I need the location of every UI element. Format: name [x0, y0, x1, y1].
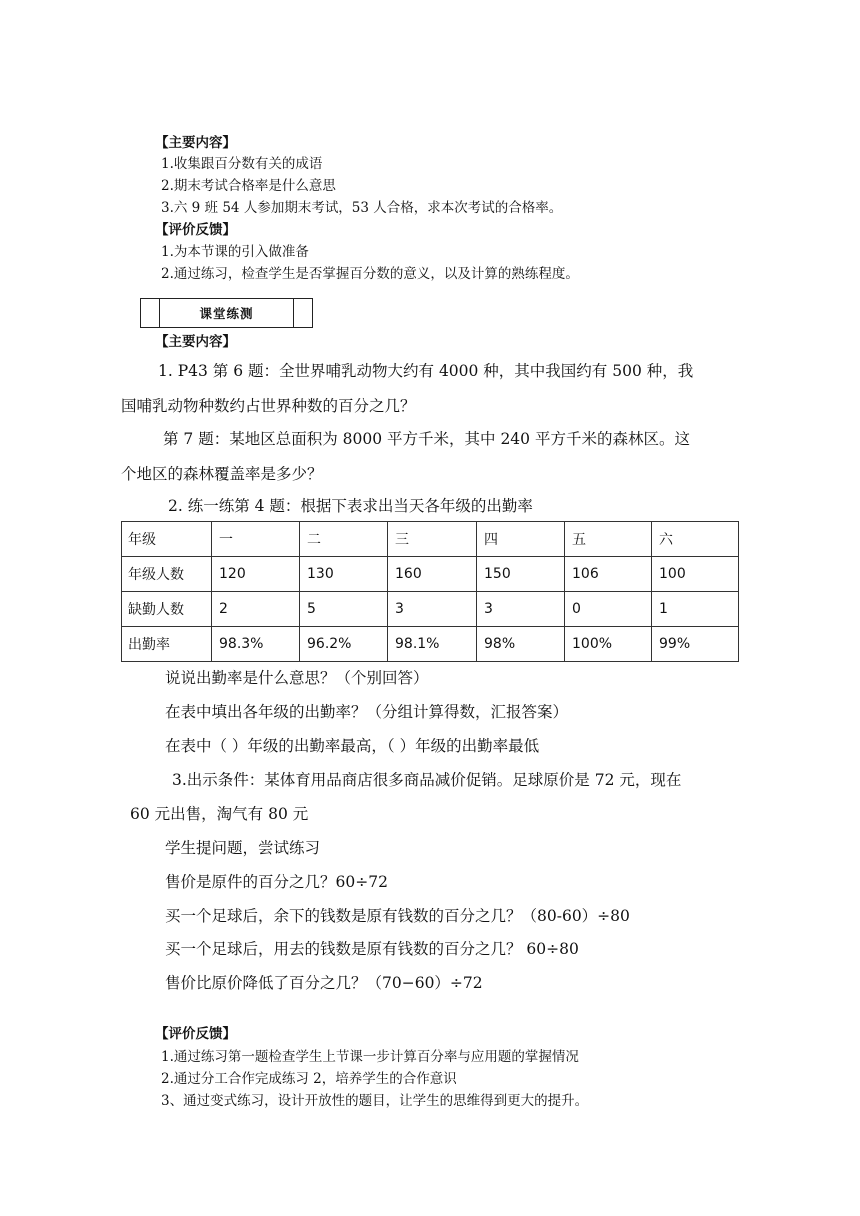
content-heading: 【主要内容】: [155, 135, 236, 151]
question-3-line-1: 3.出示条件：某体育用品商店很多商品减价促销。足球原价是 72 元，现在: [172, 771, 682, 789]
question-3-item: 买一个足球后，余下的钱数是原有钱数的百分之几？（80-60）÷80: [165, 907, 630, 925]
table-cell: 98.1%: [388, 627, 477, 662]
question-1b-line-1: 第 7 题：某地区总面积为 8000 平方千米，其中 240 平方千米的森林区。这: [163, 430, 690, 448]
attendance-table: [121, 521, 739, 662]
section-content-heading: 【主要内容】: [155, 334, 236, 350]
table-cell: 一: [212, 522, 300, 557]
question-3-line-2: 60 元出售，淘气有 80 元: [130, 805, 309, 823]
table-cell: 3: [388, 592, 477, 627]
table-cell: 六: [652, 522, 739, 557]
table-row: [122, 557, 739, 592]
table-cell: 150: [477, 557, 565, 592]
table-cell: 130: [300, 557, 388, 592]
question-2-item: 在表中（ ）年级的出勤率最高，（ ）年级的出勤率最低: [165, 737, 540, 755]
table-cell: 三: [388, 522, 477, 557]
feedback-item: 1.通过练习第一题检查学生上节课一步计算百分率与应用题的掌握情况: [161, 1049, 579, 1065]
feedback-heading: 【评价反馈】: [155, 222, 236, 238]
table-cell: 年级: [122, 522, 212, 557]
table-cell: 106: [565, 557, 652, 592]
feedback-heading: 【评价反馈】: [155, 1026, 236, 1042]
table-cell: 年级人数: [122, 557, 212, 592]
table-cell: 0: [565, 592, 652, 627]
table-cell: 二: [300, 522, 388, 557]
feedback-item: 2.通过分工合作完成练习 2，培养学生的合作意识: [161, 1071, 457, 1087]
table-row: [122, 592, 739, 627]
table-cell: 100: [652, 557, 739, 592]
content-item: 3.六 9 班 54 人参加期末考试，53 人合格，求本次考试的合格率。: [161, 200, 563, 216]
question-3-item: 买一个足球后，用去的钱数是原有钱数的百分之几？ 60÷80: [165, 940, 579, 958]
section-title: 课堂练测: [159, 299, 294, 327]
table-cell: 98.3%: [212, 627, 300, 662]
table-cell: 3: [477, 592, 565, 627]
question-3-item: 售价是原件的百分之几？60÷72: [165, 873, 388, 891]
table-cell: 5: [300, 592, 388, 627]
table-cell: 120: [212, 557, 300, 592]
table-cell: 2: [212, 592, 300, 627]
feedback-item: 3、通过变式练习，设计开放性的题目，让学生的思维得到更大的提升。: [161, 1093, 589, 1109]
question-3-item: 售价比原价降低了百分之几？（70−60）÷72: [165, 974, 483, 992]
feedback-item: 2.通过练习，检查学生是否掌握百分数的意义，以及计算的熟练程度。: [161, 266, 579, 282]
table-row: [122, 627, 739, 662]
question-2-item: 说说出勤率是什么意思？（个别回答）: [165, 669, 429, 687]
table-cell: 99%: [652, 627, 739, 662]
table-cell: 五: [565, 522, 652, 557]
feedback-item: 1.为本节课的引入做准备: [161, 244, 309, 260]
question-2-item: 在表中填出各年级的出勤率？（分组计算得数，汇报答案）: [165, 703, 569, 721]
table-cell: 四: [477, 522, 565, 557]
table-cell: 96.2%: [300, 627, 388, 662]
content-item: 1.收集跟百分数有关的成语: [161, 156, 323, 172]
table-cell: 160: [388, 557, 477, 592]
table-row: [122, 522, 739, 557]
content-item: 2.期末考试合格率是什么意思: [161, 178, 336, 194]
question-1-line-1: 1. P43 第 6 题：全世界哺乳动物大约有 4000 种，其中我国约有 500 种，我: [158, 362, 694, 380]
table-cell: 98%: [477, 627, 565, 662]
question-3-item: 学生提问题，尝试练习: [165, 839, 321, 857]
table-cell: 100%: [565, 627, 652, 662]
question-2: 2. 练一练第 4 题：根据下表求出当天各年级的出勤率: [168, 497, 533, 515]
table-cell: 缺勤人数: [122, 592, 212, 627]
table-cell: 1: [652, 592, 739, 627]
table-cell: 出勤率: [122, 627, 212, 662]
question-1b-line-2: 个地区的森林覆盖率是多少？: [121, 465, 323, 483]
question-1-line-2: 国哺乳动物种数约占世界种数的百分之几？: [121, 397, 416, 415]
section-title-box: [140, 298, 313, 328]
